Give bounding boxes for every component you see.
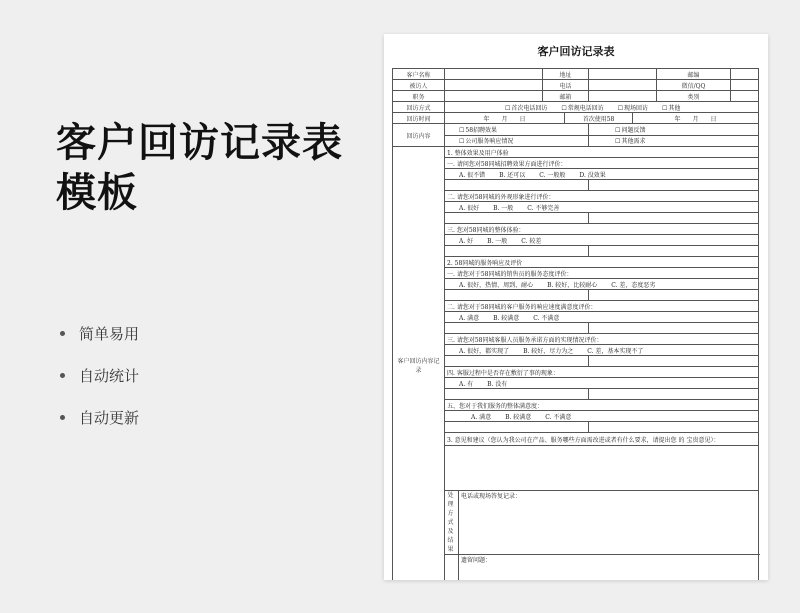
remaining-label-cell — [445, 555, 459, 581]
checkbox-problem-feedback[interactable]: ☐ 问题反馈 — [589, 124, 759, 136]
option[interactable]: C. 不满意 — [545, 413, 572, 421]
blank-cell[interactable] — [445, 290, 589, 301]
option[interactable]: B. 较满意 — [505, 413, 532, 421]
label-address: 地址 — [543, 69, 589, 80]
label-position: 职务 — [393, 91, 445, 102]
checkbox-service-response[interactable]: ☐ 公司服务响应情况 — [445, 135, 589, 147]
blank-cell[interactable] — [445, 422, 589, 433]
section-2-heading: 2. 58同城的服务响应及评价 — [445, 257, 759, 268]
label-customer-name: 客户名称 — [393, 69, 445, 80]
interviewee-cell[interactable] — [445, 80, 543, 91]
visit-record-table — [392, 68, 759, 580]
table-row — [393, 491, 759, 555]
option[interactable]: A. 很好 — [459, 204, 480, 212]
label-category: 类别 — [657, 91, 731, 102]
sheet-title: 客户回访记录表 — [537, 45, 615, 58]
option[interactable]: C. 不满意 — [533, 314, 560, 322]
customer-name-cell[interactable] — [445, 69, 543, 80]
blank-cell[interactable] — [445, 389, 589, 400]
visit-method-options — [445, 102, 759, 113]
option[interactable]: A. 很好，热情、周到、耐心 — [459, 281, 534, 289]
blank-cell[interactable] — [445, 213, 589, 224]
option[interactable]: A. 很不错 — [459, 171, 486, 179]
question-1-options — [445, 169, 759, 180]
form-sheet-preview — [384, 34, 768, 580]
feature-item — [60, 354, 139, 396]
question-8: 五、您对于我们服务的整体满意度： — [445, 400, 759, 411]
option[interactable]: D. 没效果 — [579, 171, 606, 179]
blank-cell[interactable] — [589, 323, 759, 334]
option[interactable]: A. 满意 — [459, 314, 480, 322]
table-row — [393, 80, 759, 91]
question-3-options — [445, 235, 759, 246]
question-2: 二. 请您对58同城的外观形象进行评价： — [445, 191, 759, 202]
position-cell[interactable] — [445, 91, 543, 102]
blank-cell[interactable] — [445, 246, 589, 257]
question-5: 二. 请您对于58同城的客户服务的响应速度满意度评价： — [445, 301, 759, 312]
feature-label: 自动更新 — [79, 408, 140, 427]
bullet-icon — [60, 373, 65, 378]
label-visit-method: 回访方式 — [393, 102, 445, 113]
table-row — [393, 102, 759, 113]
email-cell[interactable] — [589, 91, 657, 102]
checkbox-other[interactable]: ☐ 其他 — [662, 105, 680, 112]
option[interactable]: A. 好 — [459, 237, 474, 245]
option[interactable]: A. 很好，都实现了 — [459, 347, 510, 355]
category-cell[interactable] — [731, 91, 759, 102]
title-line-2: 模板 — [56, 170, 138, 216]
page-title — [56, 118, 343, 218]
remaining-issue-label: 遗留问题： — [461, 557, 492, 564]
label-interviewee: 被访人 — [393, 80, 445, 91]
option[interactable]: C. 差，态度恶劣 — [611, 281, 656, 289]
table-row — [393, 91, 759, 102]
blank-cell[interactable] — [445, 323, 589, 334]
option[interactable]: B. 较好，比较耐心 — [547, 281, 598, 289]
option[interactable]: B. 还可以 — [499, 171, 526, 179]
address-cell[interactable] — [589, 69, 657, 80]
blank-cell[interactable] — [445, 356, 589, 367]
blank-cell[interactable] — [589, 290, 759, 301]
table-row — [393, 124, 759, 136]
phone-cell[interactable] — [589, 80, 657, 91]
section-3-heading: 3. 意见和建议（您认为我公司在产品、服务哪些方面需改进或者有什么要求，请提出您 的 宝贵意见）： — [445, 433, 759, 446]
question-2-options — [445, 202, 759, 213]
label-visit-content: 回访内容 — [393, 124, 445, 147]
label-record-content: 客户回访内容记录 — [393, 147, 445, 581]
title-line-1: 客户回访记录表 — [56, 120, 343, 166]
question-7-options — [445, 378, 759, 389]
feature-label: 简单易用 — [79, 324, 140, 343]
question-3: 三. 您对58同城的整体体验： — [445, 224, 759, 235]
label-email: 邮箱 — [543, 91, 589, 102]
question-8-options — [445, 411, 759, 422]
table-row — [393, 135, 759, 147]
blank-cell[interactable] — [445, 180, 589, 191]
bullet-icon — [60, 415, 65, 420]
checkbox-first-phone[interactable]: ☐ 首次电话回访 — [505, 105, 547, 112]
question-4-options — [445, 279, 759, 290]
table-row — [393, 147, 759, 158]
feature-list — [60, 312, 139, 438]
first-use-date[interactable]: 年 月 日 — [633, 113, 759, 124]
bullet-icon — [60, 331, 65, 336]
question-6: 三. 请您对58同城客服人员服务承诺方面的实现情况评价： — [445, 334, 759, 345]
question-7: 四. 客服过程中是否存在敷衍了事的现象： — [445, 367, 759, 378]
label-wechat-qq: 微信/QQ — [657, 80, 731, 91]
postcode-cell[interactable] — [731, 69, 759, 80]
label-visit-time: 回访时间 — [393, 113, 445, 124]
feature-item — [60, 312, 139, 354]
label-first-use: 首次使用58 — [565, 113, 633, 124]
question-1: 一. 请问您对58同城招聘效果方面进行评价： — [445, 158, 759, 169]
table-row — [393, 555, 759, 581]
table-row — [393, 69, 759, 80]
option[interactable]: C. 不够完善 — [527, 204, 560, 212]
feature-label: 自动统计 — [79, 366, 140, 385]
question-5-options — [445, 312, 759, 323]
option[interactable]: C. 差，基本实现不了 — [587, 347, 644, 355]
remaining-issue-area[interactable] — [459, 555, 759, 581]
visit-time-date[interactable]: 年 月 日 — [445, 113, 565, 124]
feature-item — [60, 396, 139, 438]
question-6-options — [445, 345, 759, 356]
option[interactable]: A. 满意 — [471, 413, 492, 421]
blank-cell[interactable] — [589, 180, 759, 191]
phone-record-area[interactable] — [459, 491, 759, 555]
wechat-qq-cell[interactable] — [731, 80, 759, 91]
option[interactable]: C. 一般般 — [539, 171, 566, 179]
option[interactable]: B. 一般 — [493, 204, 514, 212]
option[interactable]: B. 一般 — [487, 237, 508, 245]
option[interactable]: B. 没有 — [487, 380, 508, 388]
label-postcode: 邮编 — [657, 69, 731, 80]
section-1-heading: 1. 整体效果及用户体验 — [445, 147, 759, 158]
checkbox-onsite[interactable]: ☐ 现场回访 — [618, 105, 648, 112]
question-4: 一. 请您对于58同城的销售员的服务态度评价： — [445, 268, 759, 279]
label-handling: 处理方式及结果 — [445, 491, 459, 555]
blank-cell[interactable] — [589, 422, 759, 433]
checkbox-other-needs[interactable]: ☐ 其他需求 — [589, 135, 759, 147]
checkbox-regular-phone[interactable]: ☐ 常规电话回访 — [561, 105, 603, 112]
option[interactable]: B. 较好，尽力为之 — [523, 347, 574, 355]
checkbox-recruit-effect[interactable]: ☐ 58招聘效果 — [445, 124, 589, 136]
blank-cell[interactable] — [589, 356, 759, 367]
option[interactable]: C. 较差 — [521, 237, 542, 245]
table-row — [393, 113, 759, 124]
phone-record-label: 电话或现场答复记录： — [461, 493, 522, 500]
option[interactable]: A. 有 — [459, 380, 474, 388]
option[interactable]: B. 较满意 — [493, 314, 520, 322]
label-phone: 电话 — [543, 80, 589, 91]
blank-cell[interactable] — [589, 246, 759, 257]
suggestions-area[interactable] — [445, 446, 759, 491]
blank-cell[interactable] — [589, 213, 759, 224]
blank-cell[interactable] — [589, 389, 759, 400]
